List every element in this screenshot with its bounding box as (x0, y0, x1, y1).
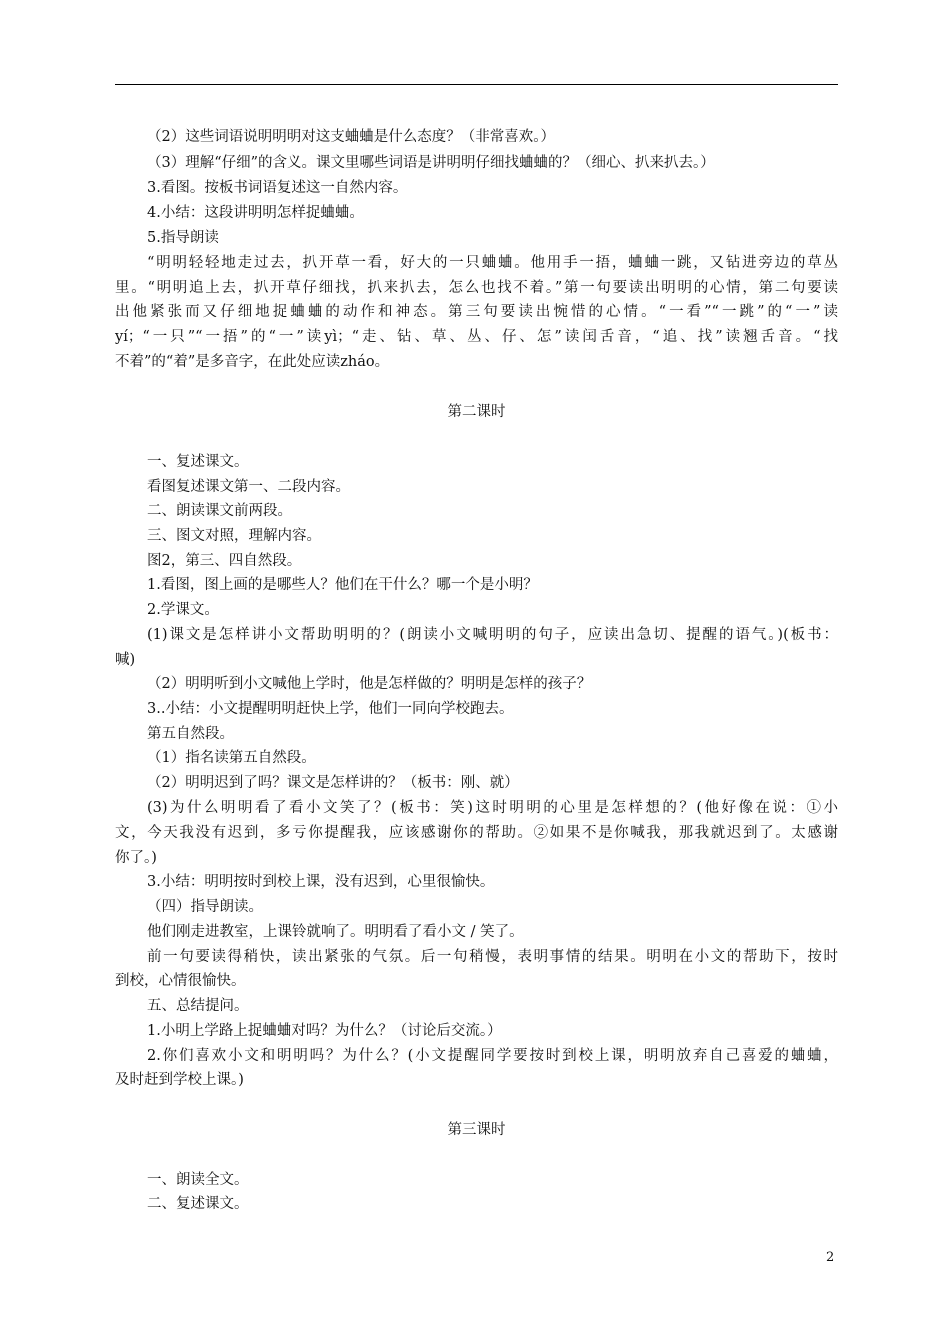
page-number: 2 (826, 1250, 835, 1265)
text-line: 喊) (115, 652, 136, 668)
text-line: 一、朗读全文。 (147, 1172, 249, 1188)
text-line: （3）理解“仔细”的含义。课文里哪些词语是讲明明仔细找蛐蛐的？（细心、扒来扒去。） (147, 155, 715, 171)
text-line: yí；“一只”“一捂”的“一”读yì；“走、钻、草、丛、仔、怎”读闰舌音，“追、找”读翘舌音。“找 (115, 329, 838, 345)
text-line: 出他紧张而又仔细地捉蛐蛐的动作和神态。第三句要读出惋惜的心情。“一看”“一跳”的“一”读 (115, 304, 838, 320)
section-heading: 第三课时 (447, 1122, 506, 1138)
text-line: 五、总结提问。 (147, 998, 249, 1014)
text-line: 二、朗读课文前两段。 (147, 503, 292, 519)
text-line: 及时赶到学校上课。) (115, 1072, 244, 1088)
text-line: 你了。) (115, 850, 157, 866)
text-line: 里。“明明追上去，扒开草仔细找，扒来扒去，怎么也找不着。”第一句要读出明明的心情，第二句要读 (115, 280, 838, 296)
text-line: 到校，心情很愉快。 (115, 973, 246, 989)
text-line: “明明轻轻地走过去，扒开草一看，好大的一只蛐蛐。他用手一捂，蛐蛐一跳，又钻进旁边的草丛 (147, 255, 838, 271)
text-line: （四）指导朗读。 (147, 899, 263, 915)
text-line: 一、复述课文。 (147, 454, 249, 470)
text-line: 不着”的“着”是多音字，在此处应读zháo。 (115, 354, 390, 370)
text-line: 三、图文对照，理解内容。 (147, 528, 321, 544)
text-line: 3.小结：明明按时到校上课，没有迟到，心里很愉快。 (147, 874, 495, 890)
text-line: 4.小结：这段讲明明怎样捉蛐蛐。 (147, 205, 364, 221)
text-line: 1.看图，图上画的是哪些人？他们在干什么？哪一个是小明？ (147, 577, 538, 593)
text-line: （2）这些词语说明明明对这支蛐蛐是什么态度？（非常喜欢。） (147, 129, 555, 145)
text-line: 5.指导朗读 (147, 230, 219, 246)
header-rule (115, 84, 838, 85)
text-line: （2）明明听到小文喊他上学时，他是怎样做的？明明是怎样的孩子？ (147, 676, 592, 692)
text-line: 前一句要读得稍快，读出紧张的气氛。后一句稍慢，表明事情的结果。明明在小文的帮助下，按时 (147, 949, 838, 965)
text-line: 二、复述课文。 (147, 1196, 249, 1212)
text-line: 3..小结：小文提醒明明赶快上学，他们一同向学校跑去。 (147, 701, 514, 717)
text-line: 3.看图。按板书词语复述这一自然内容。 (147, 180, 408, 196)
text-line: 第五自然段。 (147, 726, 234, 742)
text-line: (1)课文是怎样讲小文帮助明明的？(朗读小文喊明明的句子，应读出急切、提醒的语气。)(板书： (147, 627, 838, 643)
text-line: 文，今天我没有迟到，多亏你提醒我，应该感谢你的帮助。②如果不是你喊我，那我就迟到了。太感谢 (115, 825, 838, 841)
text-line: 看图复述课文第一、二段内容。 (147, 479, 350, 495)
text-line: （1）指名读第五自然段。 (147, 750, 316, 766)
text-line: 他们刚走进教室，上课铃就响了。明明看了看小文 / 笑了。 (147, 924, 524, 940)
text-line: 图2，第三、四自然段。 (147, 553, 302, 569)
section-heading: 第二课时 (447, 404, 506, 420)
text-line: 2.你们喜欢小文和明明吗？为什么？(小文提醒同学要按时到校上课，明明放弃自己喜爱的蛐蛐， (147, 1048, 838, 1064)
text-line: 2.学课文。 (147, 602, 219, 618)
text-line: （2）明明迟到了吗？课文是怎样讲的？（板书：刚、就） (147, 775, 519, 791)
text-line: 1.小明上学路上捉蛐蛐对吗？为什么？（讨论后交流。） (147, 1023, 502, 1039)
text-line: (3)为什么明明看了看小文笑了？(板书：笑)这时明明的心里是怎样想的？(他好像在说：①小 (147, 800, 838, 816)
